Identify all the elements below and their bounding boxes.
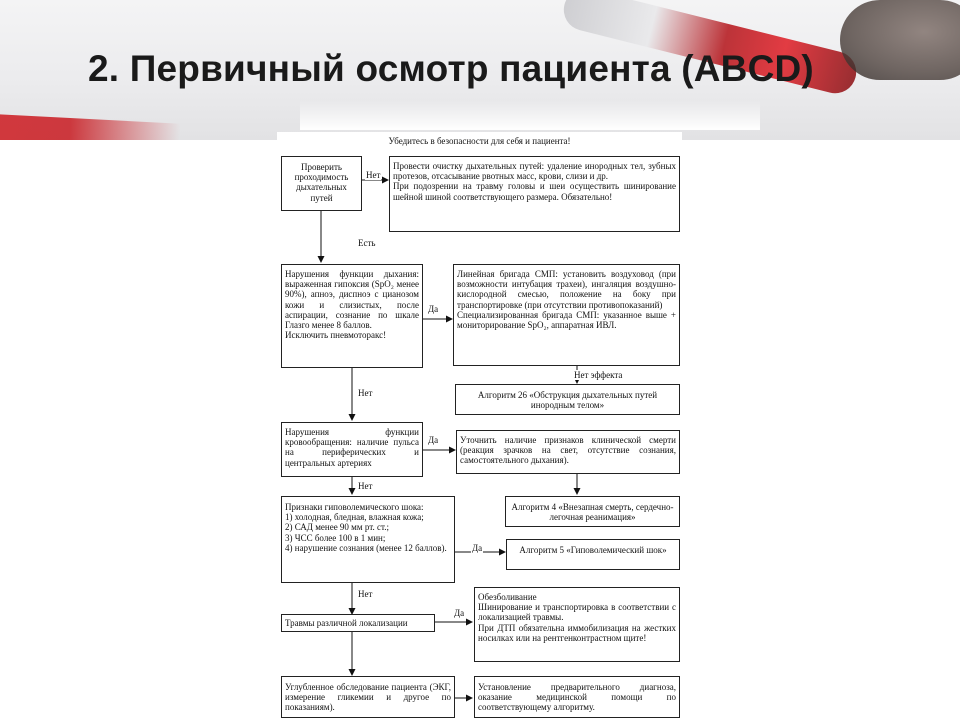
algorithm-5-text: Алгоритм 5 «Гиповолемический шок» <box>519 545 667 555</box>
no-effect-label: Нет эффекта <box>574 370 623 380</box>
analgesia-text: Обезболивание <box>478 592 537 602</box>
airway-clearing-text: Провести очистку дыхательных путей: удаление инородных тел, зубных протезов, отсасывание рвотных масс, крови, слизи и др. <box>393 161 676 182</box>
shock-signs-box <box>281 496 455 583</box>
splinting-text: Шинирование и транспортировка в соответствии с локализацией травмы. <box>478 602 676 623</box>
airway-yes-label: Есть <box>358 238 376 248</box>
immobilization-text: При ДТП обязательна иммобилизация на жестких носилках или на рентгенконтрастном щите! <box>478 622 676 643</box>
decorative-red-stripe <box>0 112 181 140</box>
algorithm-26-box <box>455 384 680 415</box>
airway-clearing-box <box>389 156 680 232</box>
algorithm-4-box <box>505 496 680 527</box>
breathing-check-text: Нарушения функции дыхания: выраженная гипоксия (SpO₂ менее 90%), апноэ, диспноэ с цианозом кожи и слизистых, после аспирации, сознание по шкале Глазго менее 8 баллов. <box>285 269 419 331</box>
pneumothorax-text: Исключить пневмоторакс! <box>285 330 387 341</box>
linear-team-text: Линейная бригада СМП: установить воздуховод (при возможности интубация трахеи), ингаляция воздушно-кислородной смесью, положение на боку при транспортировке (при отсутствии противопоказаний) <box>457 269 676 310</box>
airway-check-text: Проверить проходимость дыхательных путей <box>294 162 349 203</box>
breathing-yes-label: Да <box>428 304 439 314</box>
preliminary-diagnosis-box <box>474 676 680 718</box>
shock-yes-label: Да <box>472 543 483 553</box>
circulation-check-box <box>281 422 423 477</box>
safety-note: Убедитесь в безопасности для себя и пациента! <box>388 136 571 146</box>
shock-no-label: Нет <box>358 589 373 599</box>
algorithm-5-box <box>506 539 680 570</box>
shock-sign-1: 1) холодная, бледная, влажная кожа; <box>285 512 424 523</box>
breathing-check-box <box>281 264 423 368</box>
airway-check-box <box>281 156 362 211</box>
decorative-paper-edge <box>300 100 760 130</box>
flowchart <box>277 132 682 720</box>
neck-splint-text: При подозрении на травму головы и шеи осуществить шинирование шейной шиной соответствующего размера. Обязательно! <box>393 181 676 202</box>
deep-exam-text: Углубленное обследование пациента (ЭКГ, измерение гликемии и другое по показаниям). <box>285 682 451 713</box>
circulation-yes-label: Да <box>428 435 439 445</box>
shock-sign-3: 3) ЧСС более 100 в 1 мин; <box>285 532 386 543</box>
clinical-death-check-box <box>456 430 680 474</box>
trauma-yes-label: Да <box>454 608 465 618</box>
clinical-death-check-text: Уточнить наличие признаков клинической смерти (реакция зрачков на свет, отсутствие сознания, самостоятельного дыхания). <box>460 435 676 466</box>
preliminary-diagnosis-text: Установление предварительного диагноза, оказание медицинской помощи по соответствующему алгоритму. <box>478 682 676 713</box>
algorithm-4-text: Алгоритм 4 «Внезапная смерть, сердечно-легочная реанимация» <box>511 502 674 523</box>
algorithm-26-text: Алгоритм 26 «Обструкция дыхательных путей инородным телом» <box>477 390 658 411</box>
trauma-check-box <box>281 614 435 632</box>
decorative-pen-cap <box>840 0 960 80</box>
airway-no-label: Нет <box>366 170 381 180</box>
shock-sign-4: 4) нарушение сознания (менее 12 баллов). <box>285 542 447 553</box>
shock-signs-heading: Признаки гиповолемического шока: <box>285 502 424 512</box>
trauma-action-box <box>474 587 680 662</box>
shock-sign-2: 2) САД менее 90 мм рт. ст.; <box>285 522 389 533</box>
trauma-check-text: Травмы различной локализации <box>285 618 408 628</box>
circulation-check-text: Нарушения функции кровообращения: наличие пульса на периферических и центральных артериях <box>285 427 419 468</box>
special-team-text: Специализированная бригада СМП: указанное выше + мониторирование SpO₂, аппаратная ИВЛ. <box>457 309 676 331</box>
breathing-action-box <box>453 264 680 366</box>
circulation-no-label: Нет <box>358 481 373 491</box>
slide-title: 2. Первичный осмотр пациента (ABCD) <box>88 48 814 89</box>
breathing-no-label: Нет <box>358 388 373 398</box>
deep-exam-box <box>281 676 455 718</box>
